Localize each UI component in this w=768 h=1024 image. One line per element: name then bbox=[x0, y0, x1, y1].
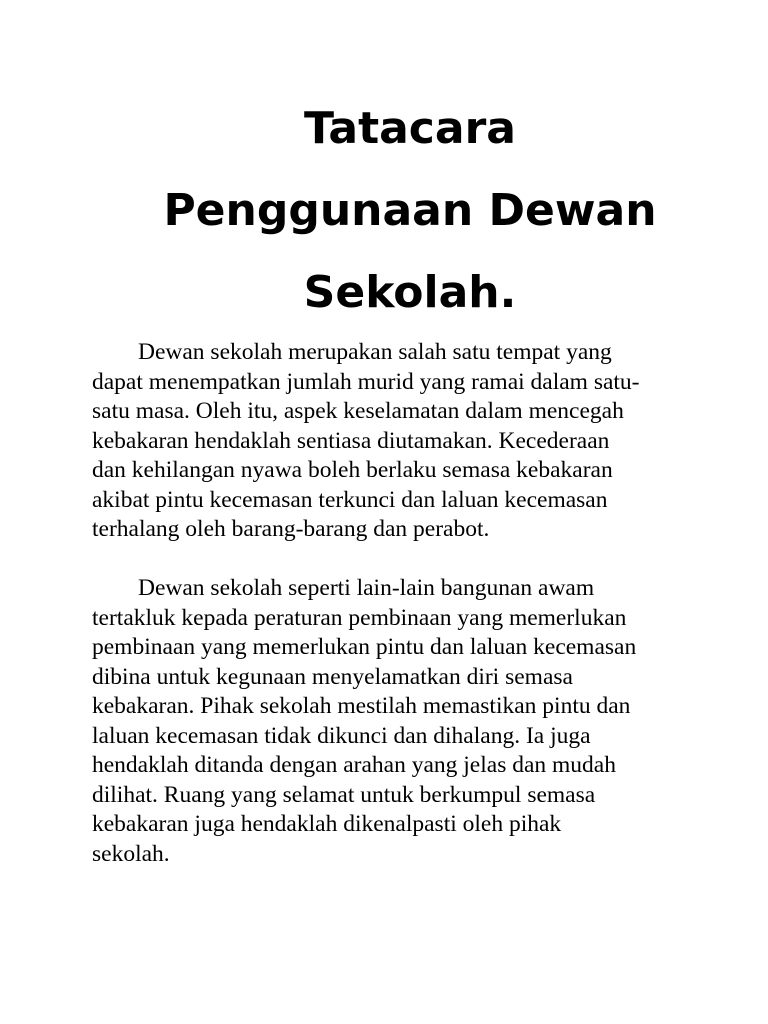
text-line: tertakluk kepada peraturan pembinaan yang memerlukan bbox=[92, 604, 627, 631]
text-line: dapat menempatkan jumlah murid yang ramai dalam satu- bbox=[92, 368, 640, 395]
title-line: Penggunaan Dewan bbox=[163, 185, 657, 236]
title-line: Sekolah. bbox=[303, 267, 517, 318]
text-line: dibina untuk kegunaan menyelamatkan diri semasa bbox=[92, 663, 573, 690]
text-line: terhalang oleh barang-barang dan perabot. bbox=[92, 516, 490, 542]
text-line: dan kehilangan nyawa boleh berlaku semasa kebakaran bbox=[92, 457, 613, 483]
text-line: Dewan sekolah merupakan salah satu tempat yang bbox=[138, 339, 612, 365]
text-line: kebakaran. Pihak sekolah mestilah memastikan pintu dan bbox=[92, 693, 631, 719]
text-line: Dewan sekolah seperti lain-lain bangunan awam bbox=[138, 575, 595, 601]
text-line: laluan kecemasan tidak dikunci dan dihalang. Ia juga bbox=[92, 722, 591, 749]
text-line: dilihat. Ruang yang selamat untuk berkumpul semasa bbox=[92, 781, 596, 808]
paragraph-1 bbox=[92, 338, 692, 545]
text-line: akibat pintu kecemasan terkunci dan laluan kecemasan bbox=[92, 486, 608, 513]
text-line: kebakaran hendaklah sentiasa diutamakan. Kecederaan bbox=[92, 427, 610, 454]
paragraph-2 bbox=[92, 574, 692, 869]
text-line: satu masa. Oleh itu, aspek keselamatan dalam mencegah bbox=[92, 398, 624, 424]
text-line: pembinaan yang memerlukan pintu dan laluan kecemasan bbox=[92, 634, 637, 660]
text-line: kebakaran juga hendaklah dikenalpasti oleh pihak bbox=[92, 811, 562, 837]
title-line: Tatacara bbox=[304, 103, 516, 154]
document-body bbox=[92, 338, 692, 869]
text-line: sekolah. bbox=[92, 840, 170, 867]
text-line: hendaklah ditanda dengan arahan yang jelas dan mudah bbox=[92, 752, 616, 778]
document-title bbox=[90, 88, 730, 334]
